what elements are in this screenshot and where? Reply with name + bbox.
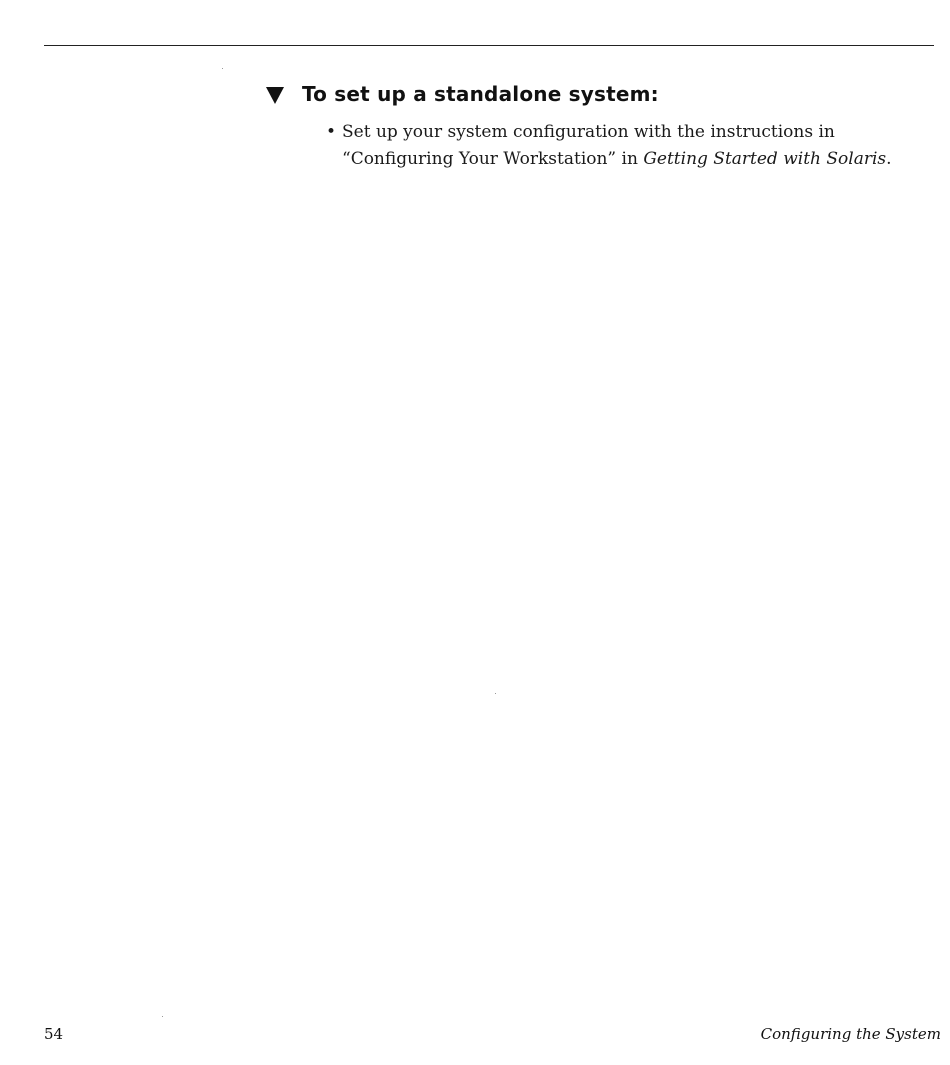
bullet-text: Set up your system configuration with the instructions in “Configuring Your Workstation” in bbox=[342, 122, 835, 169]
scan-speck bbox=[162, 1016, 163, 1017]
header-rule bbox=[44, 45, 934, 46]
book-title: Getting Started with Solaris bbox=[643, 149, 887, 169]
page-number: 54 bbox=[44, 1025, 64, 1043]
scan-speck bbox=[495, 693, 496, 694]
section-heading bbox=[266, 82, 659, 106]
triangle-down-icon bbox=[266, 87, 284, 104]
list-item bbox=[326, 119, 947, 173]
bullet-text-end: . bbox=[886, 149, 892, 169]
heading-text: To set up a standalone system: bbox=[302, 82, 659, 106]
bullet-icon: • bbox=[326, 122, 337, 142]
scan-speck bbox=[222, 68, 223, 69]
running-title: Configuring the System bbox=[760, 1025, 941, 1043]
